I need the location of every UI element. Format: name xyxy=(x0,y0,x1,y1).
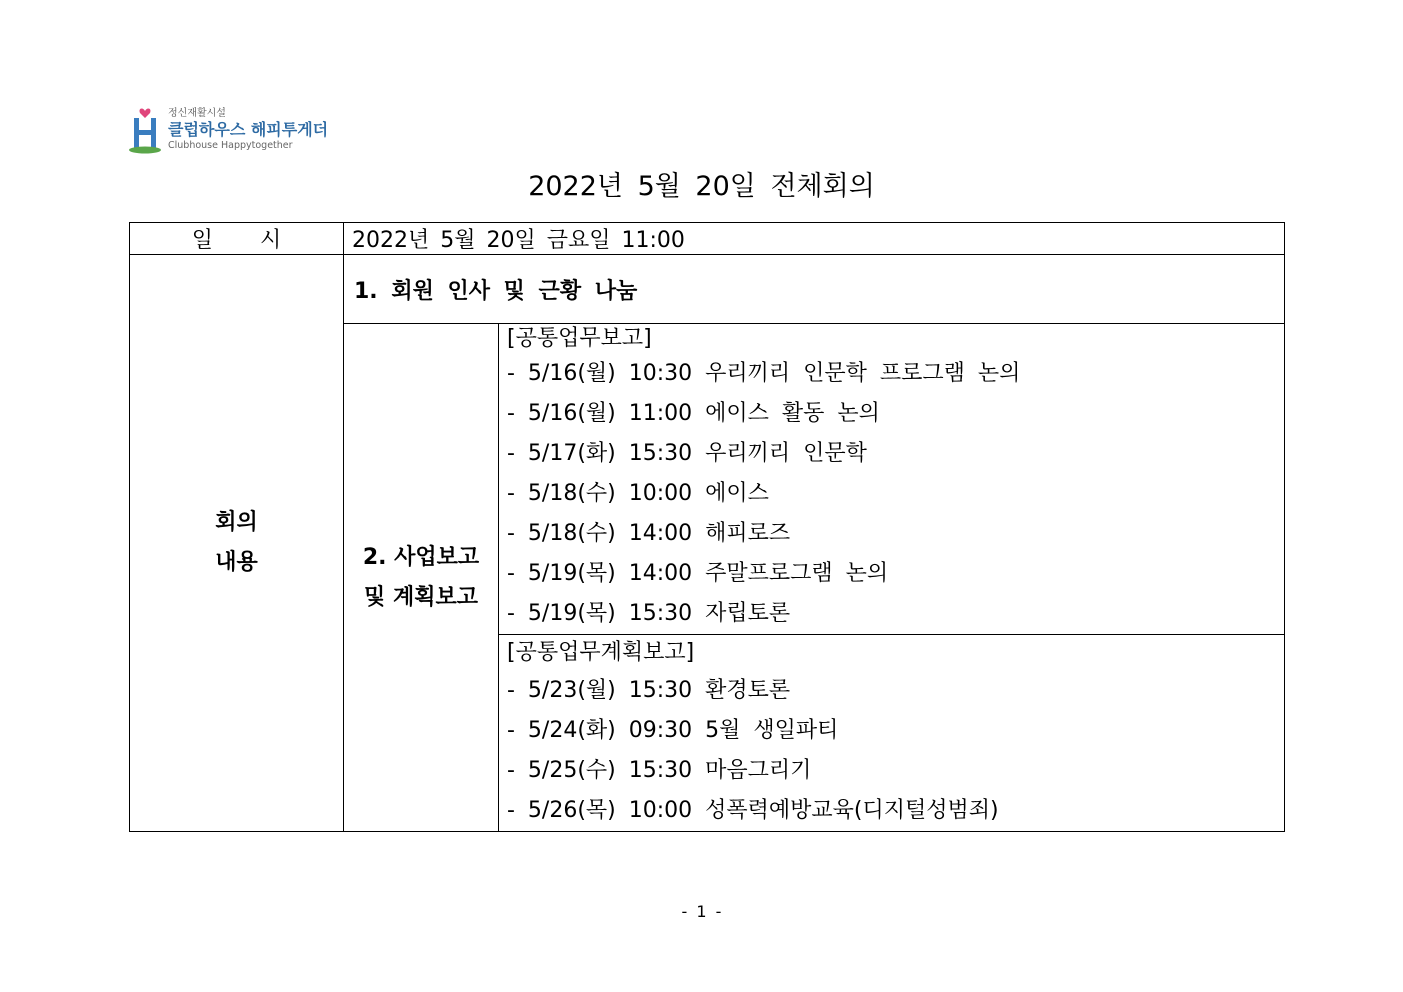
report-item: - 5/18(수) 14:00 해피로즈 xyxy=(507,521,791,546)
logo-text xyxy=(168,108,328,152)
report-item: - 5/16(월) 10:30 우리끼리 인문학 프로그램 논의 xyxy=(507,361,1021,386)
date-value: 2022년 5월 20일 금요일 11:00 xyxy=(344,223,1285,255)
date-label: 일 시 xyxy=(130,223,344,255)
plan-item: - 5/26(목) 10:00 성폭력예방교육(디지털성범죄) xyxy=(507,798,999,823)
business-report-cell xyxy=(499,324,1285,635)
report-item: - 5/19(목) 14:00 주말프로그램 논의 xyxy=(507,561,889,586)
agenda-item-1: 1. 회원 인사 및 근황 나눔 xyxy=(344,255,1285,324)
report-header: [공통업무보고] xyxy=(507,326,652,351)
logo-subtitle: 정신재활시설 xyxy=(168,108,226,119)
content-label-line2: 내용 xyxy=(215,550,258,575)
logo-english-name: Clubhouse Happytogether xyxy=(168,140,293,151)
plan-item: - 5/23(월) 15:30 환경토론 xyxy=(507,678,791,703)
item1-row xyxy=(130,255,1285,324)
page-number: - 1 - xyxy=(681,902,722,921)
plan-item: - 5/24(화) 09:30 5월 생일파티 xyxy=(507,718,839,743)
plan-header: [공통업무계획보고] xyxy=(507,640,695,665)
date-row xyxy=(130,223,1285,255)
clubhouse-logo xyxy=(128,104,328,156)
plan-report-cell xyxy=(499,635,1285,832)
report-item: - 5/19(목) 15:30 자립토론 xyxy=(507,601,791,626)
minutes-table xyxy=(129,222,1285,832)
content-label-line1: 회의 xyxy=(215,510,258,535)
agenda-item-2 xyxy=(344,324,499,832)
agenda-item-2-line1: 2. 사업보고 xyxy=(362,544,480,570)
report-item: - 5/16(월) 11:00 에이스 활동 논의 xyxy=(507,401,880,426)
agenda-item-2-line2: 및 계획보고 xyxy=(364,584,478,610)
document-title: 2022년 5월 20일 전체회의 xyxy=(528,171,875,202)
plan-item: - 5/25(수) 15:30 마음그리기 xyxy=(507,758,812,783)
content-label xyxy=(130,255,344,832)
report-item: - 5/17(화) 15:30 우리끼리 인문학 xyxy=(507,441,867,466)
clubhouse-logo-icon xyxy=(128,104,164,154)
logo-name: 클럽하우스 해피투게더 xyxy=(168,120,329,139)
report-item: - 5/18(수) 10:00 에이스 xyxy=(507,481,769,506)
